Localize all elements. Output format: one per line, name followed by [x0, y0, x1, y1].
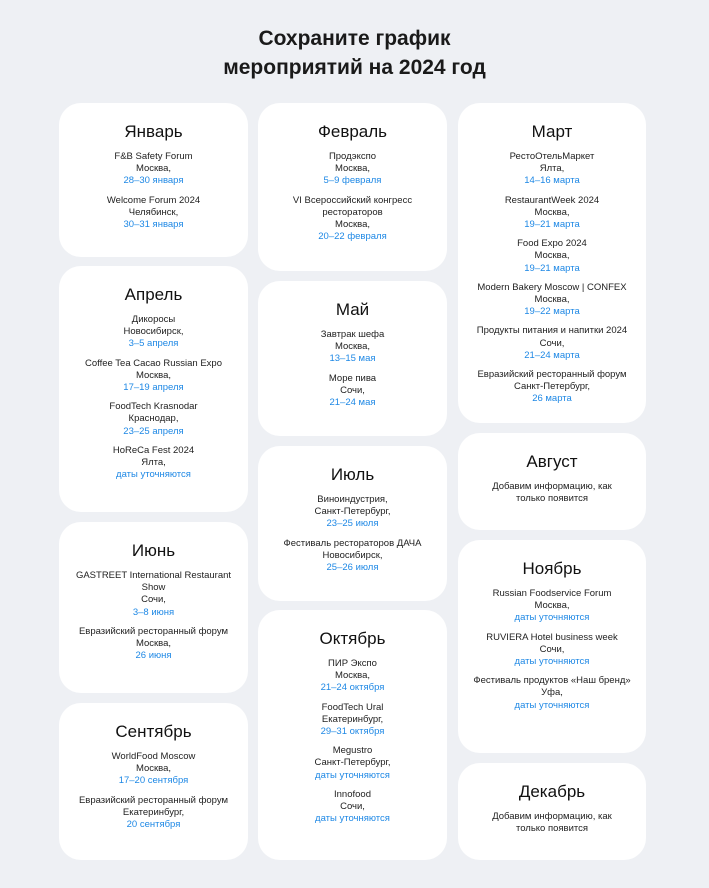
- month-note: Добавим информацию, как только появится: [492, 481, 612, 505]
- event-date: даты уточняются: [514, 699, 590, 711]
- event-date: даты уточняются: [514, 656, 590, 668]
- event-name: F&B Safety Forum: [114, 151, 193, 162]
- month-card-january: [59, 103, 248, 257]
- event-item: [59, 151, 248, 188]
- event-name: Innofood: [334, 788, 371, 800]
- event-name: FoodTech Krasnodar: [109, 401, 198, 413]
- event-item: [59, 358, 248, 395]
- event-item: [258, 789, 447, 826]
- event-city: Уфа,: [541, 687, 563, 699]
- event-date: 20 сентября: [126, 819, 181, 831]
- month-card-june: [59, 522, 248, 693]
- event-city: Москва,: [534, 250, 570, 262]
- event-name: RUVIERA Hotel business week: [486, 631, 618, 643]
- month-title: Декабрь: [518, 782, 586, 801]
- event-item: [59, 314, 248, 351]
- event-date: даты уточняются: [315, 813, 390, 825]
- event-date: 3–5 апреля: [128, 338, 179, 350]
- event-name: Море пива: [328, 372, 377, 384]
- event-name: Евразийский ресторанный форум: [78, 625, 229, 637]
- event-name: Food Expo 2024: [517, 238, 587, 250]
- event-date: 30–31 января: [123, 219, 184, 231]
- event-city: Краснодар,: [128, 413, 179, 425]
- month-card-october: [258, 610, 447, 860]
- event-item: [458, 195, 646, 232]
- event-date: 26 марта: [532, 393, 572, 405]
- event-city: Москва,: [334, 219, 371, 231]
- event-date: 14–16 марта: [524, 175, 580, 187]
- event-item: [458, 588, 646, 625]
- event-date: 26 июня: [135, 650, 172, 662]
- event-item: [59, 445, 248, 482]
- event-date: 17–20 сентября: [118, 775, 189, 787]
- event-city: Сочи,: [340, 384, 365, 396]
- event-date: 20–22 февраля: [318, 231, 387, 243]
- month-card-may: [258, 281, 447, 436]
- month-title: Январь: [124, 122, 183, 141]
- event-date: 29–31 октября: [320, 726, 385, 738]
- event-city: Сочи,: [539, 643, 565, 655]
- event-item: [458, 325, 646, 362]
- event-date: 21–24 октября: [320, 682, 385, 694]
- event-date: 21–24 мая: [329, 397, 376, 409]
- month-title: Сентябрь: [115, 722, 192, 741]
- event-date: даты уточняются: [514, 612, 590, 624]
- event-item: [458, 369, 646, 406]
- event-city: Ялта,: [539, 163, 565, 175]
- month-title: Март: [531, 122, 573, 141]
- event-city: Санкт-Петербург,: [514, 381, 590, 393]
- event-name: Фестиваль рестораторов ДАЧА: [283, 537, 422, 549]
- event-city: Сочи,: [141, 594, 166, 606]
- event-city: Санкт-Петербург,: [314, 506, 391, 518]
- event-date: 28–30 января: [123, 175, 184, 187]
- event-item: [458, 632, 646, 669]
- event-city: Ялта,: [141, 457, 166, 469]
- event-city: Москва,: [534, 206, 570, 218]
- event-item: [59, 751, 248, 788]
- event-city: Екатеринбург,: [321, 713, 384, 725]
- event-date: 19–21 марта: [524, 262, 580, 274]
- month-card-july: [258, 446, 447, 601]
- event-city: Москва,: [334, 670, 371, 682]
- event-name: Welcome Forum 2024: [106, 194, 201, 206]
- event-date: 3–8 июня: [132, 606, 175, 618]
- event-name: HoReCa Fest 2024: [112, 444, 195, 456]
- event-name: GASTREET International Restaurant Show: [75, 570, 232, 594]
- event-city: Челябинск,: [128, 206, 179, 218]
- event-city: Москва,: [135, 638, 172, 650]
- month-title: Ноябрь: [522, 559, 582, 578]
- event-name: FoodTech Ural: [321, 701, 384, 713]
- event-city: Новосибирск,: [322, 549, 383, 561]
- event-item: [258, 329, 447, 366]
- event-name: Евразийский ресторанный форум: [78, 794, 229, 806]
- event-name: RestaurantWeek 2024: [504, 194, 600, 206]
- event-city: Москва,: [135, 369, 172, 381]
- month-title: Май: [335, 300, 370, 319]
- month-card-march: [458, 103, 646, 423]
- event-date: 23–25 июля: [326, 518, 379, 530]
- event-name: ПИР Экспо: [328, 658, 377, 669]
- month-title: Июнь: [131, 541, 176, 560]
- event-date: 25–26 июля: [326, 562, 379, 574]
- event-date: 19–22 марта: [524, 306, 580, 318]
- event-item: [59, 195, 248, 232]
- event-name: Продэкспо: [328, 151, 377, 162]
- event-city: Москва,: [334, 341, 371, 353]
- event-item: [258, 745, 447, 782]
- event-item: [258, 195, 447, 244]
- event-item: [59, 401, 248, 438]
- event-city: Москва,: [135, 763, 172, 775]
- event-date: 17–19 апреля: [123, 382, 184, 394]
- event-city: Москва,: [534, 294, 570, 306]
- month-card-december: [458, 763, 646, 860]
- event-item: [458, 151, 646, 188]
- month-title: Июль: [330, 465, 375, 484]
- event-date: 13–15 мая: [329, 353, 376, 365]
- event-city: Москва,: [135, 163, 172, 175]
- month-card-september: [59, 703, 248, 860]
- event-item: [258, 658, 447, 695]
- event-item: [458, 238, 646, 275]
- month-card-august: [458, 433, 646, 530]
- event-item: [59, 570, 248, 619]
- event-date: 23–25 апреля: [123, 425, 184, 437]
- event-name: WorldFood Moscow: [111, 751, 196, 762]
- event-item: [258, 494, 447, 531]
- event-name: Coffee Tea Cacao Russian Expo: [85, 357, 222, 369]
- event-city: Сочи,: [340, 801, 365, 813]
- month-title: Февраль: [317, 122, 388, 141]
- event-name: Modern Bakery Moscow | CONFEX: [477, 281, 627, 293]
- month-card-february: [258, 103, 447, 271]
- event-city: Санкт-Петербург,: [314, 757, 391, 769]
- month-title: Август: [526, 452, 578, 471]
- month-card-april: [59, 266, 248, 512]
- month-note: Добавим информацию, как только появится: [492, 811, 612, 835]
- page-title: [0, 24, 709, 82]
- page-title-line-1: Сохраните график: [258, 27, 451, 50]
- month-card-november: [458, 540, 646, 753]
- event-date: 21–24 марта: [524, 349, 580, 361]
- event-name: Завтрак шефа: [320, 329, 385, 340]
- event-name: VI Всероссийский конгресс рестораторов: [292, 194, 413, 218]
- page-title-line-2: мероприятий на 2024 год: [223, 56, 486, 79]
- event-city: Екатеринбург,: [122, 806, 185, 818]
- event-date: даты уточняются: [315, 769, 390, 781]
- event-name: Фестиваль продуктов «Наш бренд»: [473, 675, 631, 687]
- event-item: [458, 675, 646, 712]
- month-title: Апрель: [124, 285, 183, 304]
- event-item: [258, 538, 447, 575]
- event-city: Москва,: [534, 600, 570, 612]
- event-date: даты уточняются: [116, 469, 191, 481]
- event-item: [258, 702, 447, 739]
- event-city: Новосибирск,: [123, 326, 184, 338]
- event-name: Евразийский ресторанный форум: [477, 369, 627, 381]
- event-name: Виноиндустрия,: [317, 494, 388, 505]
- event-item: [458, 282, 646, 319]
- event-item: [59, 626, 248, 663]
- event-date: 5–9 февраля: [323, 175, 382, 187]
- event-item: [258, 373, 447, 410]
- event-city: Сочи,: [539, 337, 565, 349]
- event-city: Москва,: [334, 163, 371, 175]
- event-name: Продукты питания и напитки 2024: [476, 325, 628, 337]
- event-item: [59, 795, 248, 832]
- event-name: РестоОтельМаркет: [509, 151, 595, 162]
- event-item: [258, 151, 447, 188]
- event-name: Дикоросы: [131, 314, 176, 325]
- month-title: Октябрь: [319, 629, 386, 648]
- event-name: Russian Foodservice Forum: [492, 588, 612, 599]
- event-date: 19–21 марта: [524, 219, 580, 231]
- event-name: Megustro: [332, 745, 373, 757]
